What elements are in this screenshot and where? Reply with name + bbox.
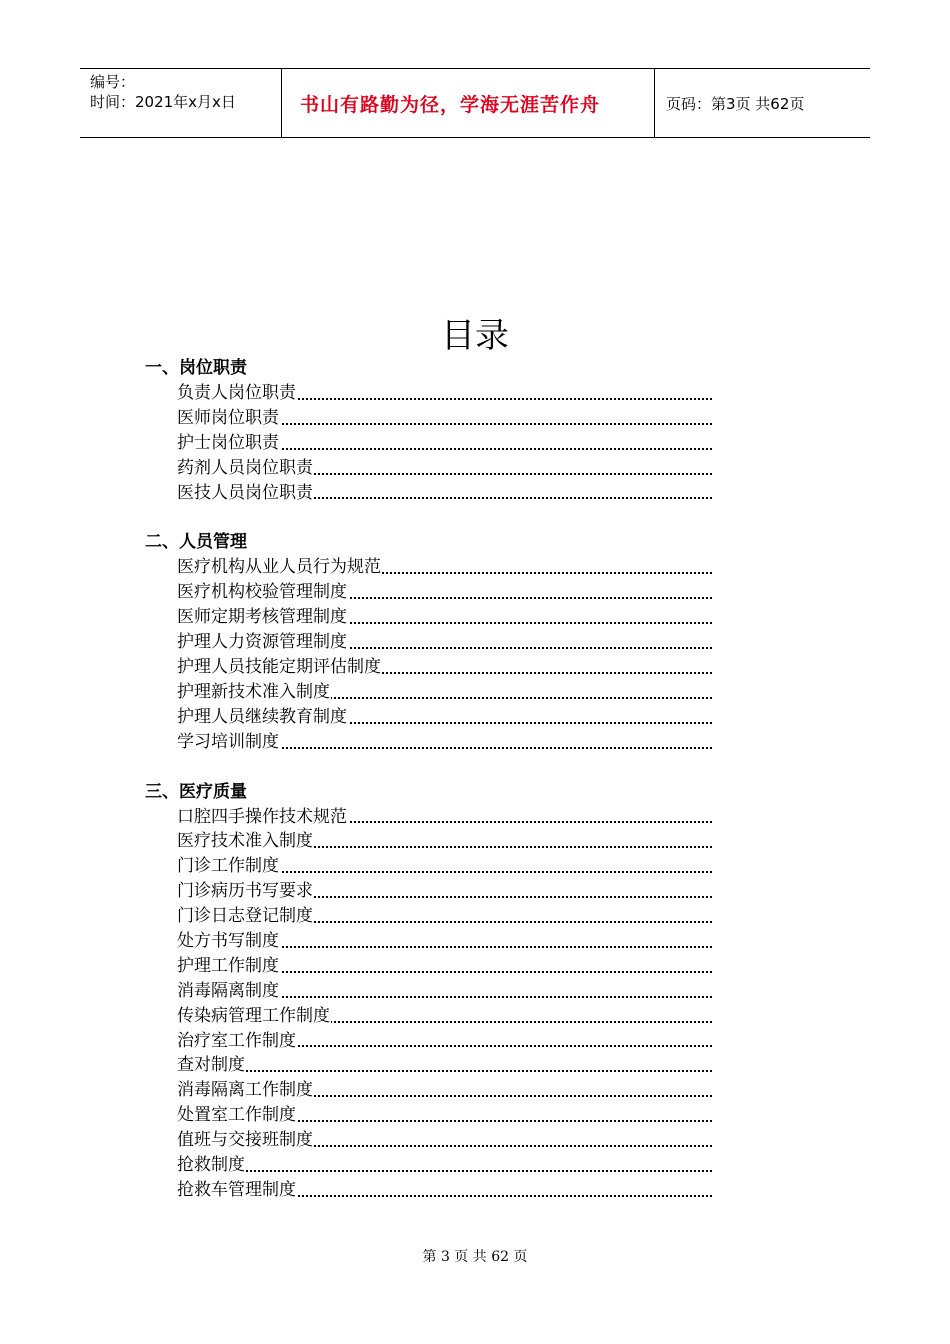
toc-entry-label: 护理人员继续教育制度 <box>177 706 347 727</box>
toc-entry-label: 护理工作制度 <box>177 955 279 976</box>
header-page-info: 页码：第3页 共62页 <box>666 95 805 113</box>
toc-entry-label: 负责人岗位职责 <box>177 383 296 403</box>
toc-entry[interactable] <box>177 1103 712 1128</box>
page-header <box>80 68 870 138</box>
toc-entry-label: 值班与交接班制度 <box>177 1130 313 1151</box>
toc-entry[interactable] <box>177 879 712 904</box>
header-number-label: 编号： <box>90 73 136 91</box>
toc-section <box>145 530 745 754</box>
toc-entry[interactable] <box>177 829 712 854</box>
toc-entry[interactable] <box>177 1178 712 1203</box>
page-title: 目录 <box>441 316 509 356</box>
toc-entry-label: 护理人力资源管理制度 <box>177 632 347 653</box>
toc-entry-label: 传染病管理工作制度 <box>177 1005 330 1026</box>
toc-entry[interactable] <box>177 954 712 979</box>
toc-entry-label: 医疗机构校验管理制度 <box>177 582 347 603</box>
header-divider <box>654 69 655 137</box>
toc-entry[interactable] <box>177 1029 712 1054</box>
toc-entry[interactable] <box>177 1053 712 1078</box>
toc-entry[interactable] <box>177 605 712 630</box>
header-meta <box>90 72 236 112</box>
toc-entry-label: 学习培训制度 <box>177 731 279 752</box>
toc-entry[interactable] <box>177 705 712 730</box>
toc-entry-label: 消毒隔离制度 <box>177 980 279 1001</box>
leader-dots <box>177 1170 712 1172</box>
toc-entry-label: 消毒隔离工作制度 <box>177 1080 313 1101</box>
toc-entry-label: 口腔四手操作技术规范 <box>177 806 347 827</box>
toc-entry[interactable] <box>177 630 712 655</box>
toc-section-title: 三、医疗质量 <box>145 781 247 802</box>
toc-entry[interactable] <box>177 805 712 830</box>
toc-entry[interactable] <box>177 979 712 1004</box>
toc-entry-label: 医疗机构从业人员行为规范 <box>177 557 381 578</box>
toc-entry-label: 治疗室工作制度 <box>177 1030 296 1051</box>
toc-section-title: 一、岗位职责 <box>145 358 247 378</box>
toc-entry-label: 药剂人员岗位职责 <box>177 457 313 478</box>
toc-entry[interactable] <box>177 381 712 406</box>
toc-entry-label: 护理新技术准入制度 <box>177 681 330 702</box>
toc-entry-label: 抢救制度 <box>177 1155 245 1176</box>
toc-section <box>145 356 745 505</box>
toc-entry[interactable] <box>177 580 712 605</box>
toc-entry[interactable] <box>177 1004 712 1029</box>
toc-entry-label: 门诊工作制度 <box>177 856 279 877</box>
toc-entry-label: 医技人员岗位职责 <box>177 482 313 503</box>
toc-entry-label: 护理人员技能定期评估制度 <box>177 657 381 678</box>
toc-entry[interactable] <box>177 431 712 456</box>
toc-section-title: 二、人员管理 <box>145 532 247 553</box>
toc-entry-label: 门诊病历书写要求 <box>177 881 313 902</box>
toc-entry-label: 抢救车管理制度 <box>177 1179 296 1200</box>
leader-dots <box>177 1070 712 1072</box>
toc-entry-label: 处置室工作制度 <box>177 1105 296 1126</box>
header-motto: 书山有路勤为径，学海无涯苦作舟 <box>300 94 601 116</box>
toc-entry-label: 门诊日志登记制度 <box>177 906 313 927</box>
toc-entry-label: 处方书写制度 <box>177 931 279 952</box>
toc-entry-label: 医师岗位职责 <box>177 407 279 428</box>
page-footer: 第 3 页 共 62 页 <box>422 1249 528 1265</box>
toc-entry-label: 护士岗位职责 <box>177 432 279 453</box>
toc-entry[interactable] <box>177 555 712 580</box>
toc-entry-label: 医疗技术准入制度 <box>177 831 313 852</box>
toc-entry[interactable] <box>177 1078 712 1103</box>
toc-entry[interactable] <box>177 680 712 705</box>
toc-entry[interactable] <box>177 730 712 755</box>
toc-entry[interactable] <box>177 481 712 506</box>
toc-entry[interactable] <box>177 904 712 929</box>
toc-entry[interactable] <box>177 1128 712 1153</box>
toc-entry[interactable] <box>177 854 712 879</box>
toc-entry[interactable] <box>177 929 712 954</box>
toc-entry-label: 查对制度 <box>177 1055 245 1076</box>
toc-entry-label: 医师定期考核管理制度 <box>177 607 347 628</box>
table-of-contents <box>145 356 745 1228</box>
toc-entry[interactable] <box>177 655 712 680</box>
toc-entry[interactable] <box>177 406 712 431</box>
toc-entry[interactable] <box>177 456 712 481</box>
toc-section <box>145 780 745 1203</box>
header-date-label: 时间：2021年x月x日 <box>90 93 236 111</box>
toc-entry[interactable] <box>177 1153 712 1178</box>
header-divider <box>281 69 282 137</box>
